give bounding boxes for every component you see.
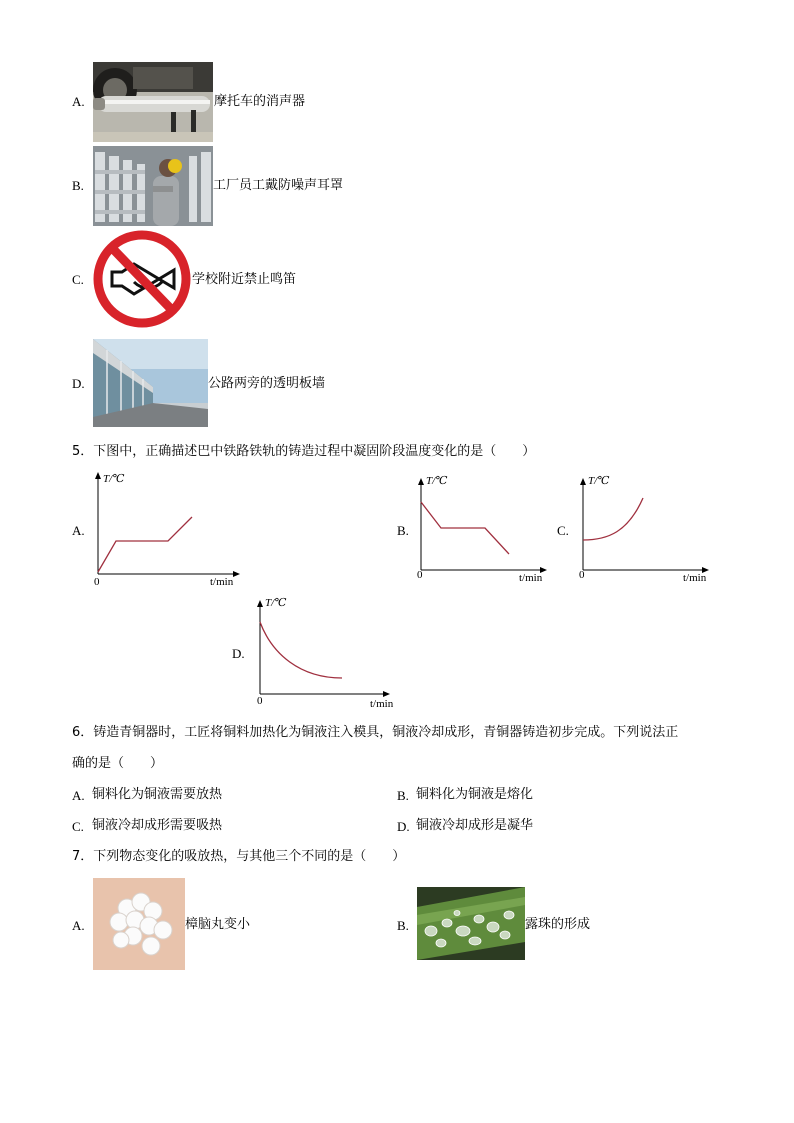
graph-letter: D. [232, 646, 245, 661]
origin-label: 0 [257, 695, 263, 707]
y-axis-label: T/℃ [426, 475, 448, 487]
graph-d [250, 592, 400, 712]
option-letter: D. [397, 819, 410, 834]
dew-drops-photo [417, 887, 525, 960]
option-text: 铜液冷却成形是凝华 [416, 818, 534, 833]
option-letter: B. [397, 788, 409, 803]
graph-b [411, 470, 557, 586]
option-letter: A. [72, 918, 85, 933]
graph-c [573, 470, 719, 586]
graph-a [88, 464, 248, 590]
option-letter: C. [72, 272, 84, 287]
x-axis-label: t/min [210, 576, 234, 588]
option-label: 樟脑丸变小 [185, 917, 251, 932]
option-letter: A. [72, 94, 85, 109]
option-text: 铜料化为铜液需要放热 [92, 787, 223, 802]
x-axis-label: t/min [683, 572, 707, 584]
motorcycle-muffler-photo [93, 62, 213, 142]
option-label: 露珠的形成 [525, 917, 591, 932]
x-axis-label: t/min [519, 572, 543, 584]
option-label: 工厂员工戴防噪声耳罩 [213, 178, 344, 193]
x-axis-label: t/min [370, 698, 394, 710]
no-horn-sign [92, 230, 192, 328]
graph-letter: A. [72, 523, 85, 538]
option-text: 铜液冷却成形需要吸热 [92, 818, 223, 833]
worker-earmuffs-photo [93, 146, 213, 226]
y-axis-label: T/℃ [588, 475, 610, 487]
question-6-stem-line1: 6．铸造青铜器时，工匠将铜料加热化为铜液注入模具，铜液冷却成形，青铜器铸造初步完成。下列说法正 [72, 725, 679, 740]
camphor-balls-photo [93, 878, 185, 970]
graph-letter: C. [557, 523, 569, 538]
option-label: 摩托车的消声器 [214, 94, 306, 109]
option-letter: C. [72, 819, 84, 834]
y-axis-label: T/℃ [103, 473, 125, 485]
origin-label: 0 [579, 569, 585, 581]
option-letter: D. [72, 376, 85, 391]
highway-sound-barrier-photo [93, 339, 208, 427]
option-label: 学校附近禁止鸣笛 [192, 272, 297, 287]
question-5-stem: 5．下图中，正确描述巴中铁路铁轨的铸造过程中凝固阶段温度变化的是（ ） [72, 444, 536, 459]
origin-label: 0 [94, 576, 100, 588]
graph-letter: B. [397, 523, 409, 538]
option-letter: A. [72, 788, 85, 803]
question-7-stem: 7．下列物态变化的吸放热，与其他三个不同的是（ ） [72, 849, 406, 864]
y-axis-label: T/℃ [265, 597, 287, 609]
origin-label: 0 [417, 569, 423, 581]
option-letter: B. [72, 178, 84, 193]
option-label: 公路两旁的透明板墙 [208, 376, 326, 391]
option-letter: B. [397, 918, 409, 933]
option-text: 铜料化为铜液是熔化 [416, 787, 534, 802]
question-6-stem-line2: 确的是（ ） [72, 756, 164, 771]
